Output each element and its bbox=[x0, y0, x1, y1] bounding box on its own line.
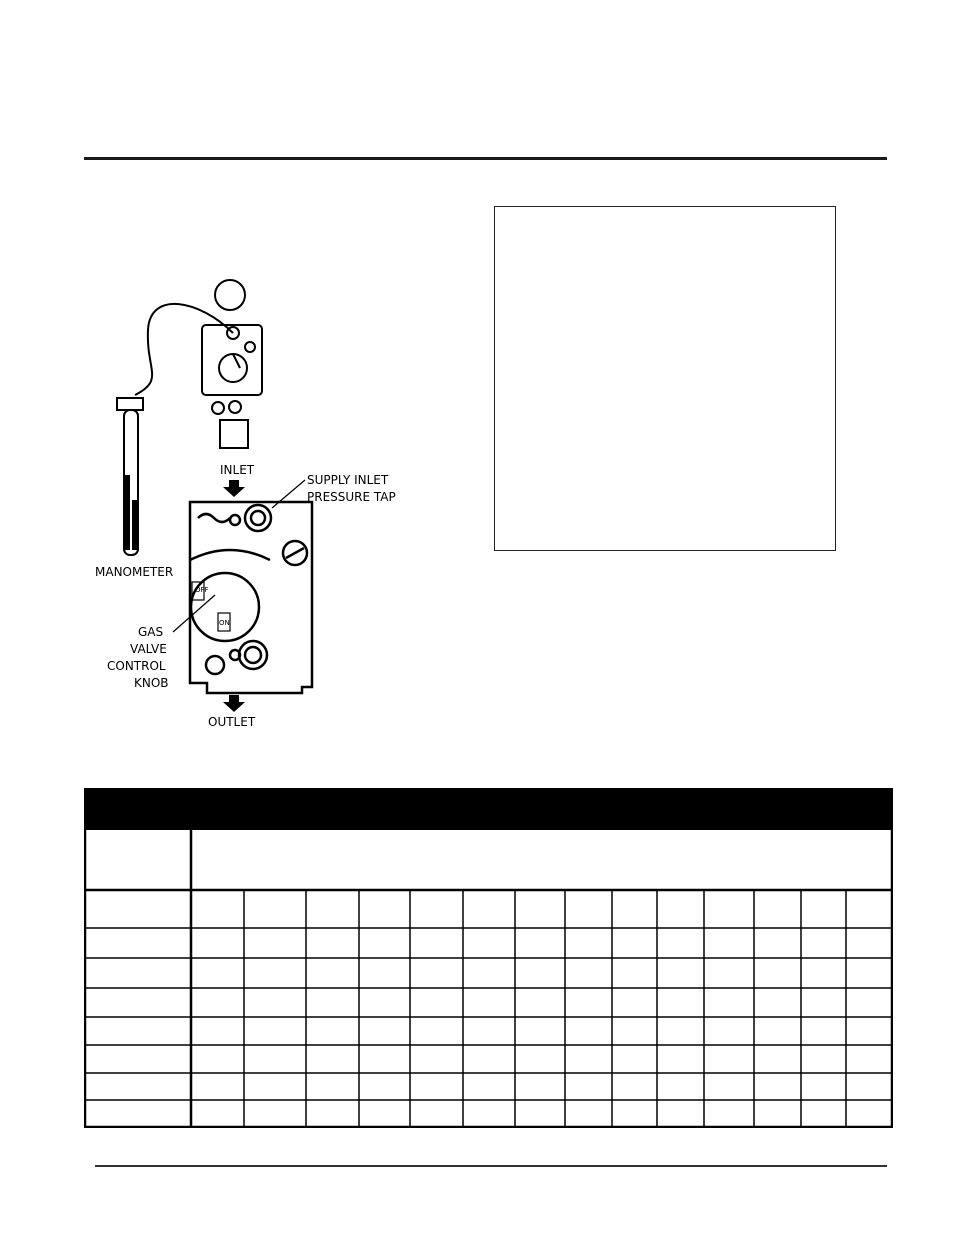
outlet-arrow-icon bbox=[223, 695, 245, 712]
header-rule bbox=[84, 157, 887, 160]
manometer-label: MANOMETER bbox=[95, 565, 174, 579]
supply-tap-label-1: SUPPLY INLET bbox=[307, 473, 389, 487]
upper-valve-illustration bbox=[135, 280, 262, 448]
knob-label-2: VALVE bbox=[130, 642, 167, 656]
gas-valve-body bbox=[190, 502, 312, 693]
inlet-arrow-icon bbox=[223, 480, 245, 497]
knob-label-3: CONTROL bbox=[107, 659, 166, 673]
note-box bbox=[494, 206, 836, 551]
inlet-label: INLET bbox=[220, 463, 255, 477]
on-marker: ON bbox=[219, 619, 230, 627]
footer-rule bbox=[95, 1165, 887, 1167]
supply-tap-label-2: PRESSURE TAP bbox=[307, 490, 396, 504]
manometer-icon bbox=[117, 398, 143, 555]
gas-valve-manometer-diagram bbox=[90, 270, 420, 740]
specification-table bbox=[84, 788, 893, 1128]
off-marker: OFF bbox=[195, 586, 209, 594]
knob-label-4: KNOB bbox=[134, 676, 169, 690]
table-grid bbox=[84, 788, 893, 1128]
knob-label-1: GAS bbox=[138, 625, 164, 639]
outlet-label: OUTLET bbox=[208, 715, 256, 729]
